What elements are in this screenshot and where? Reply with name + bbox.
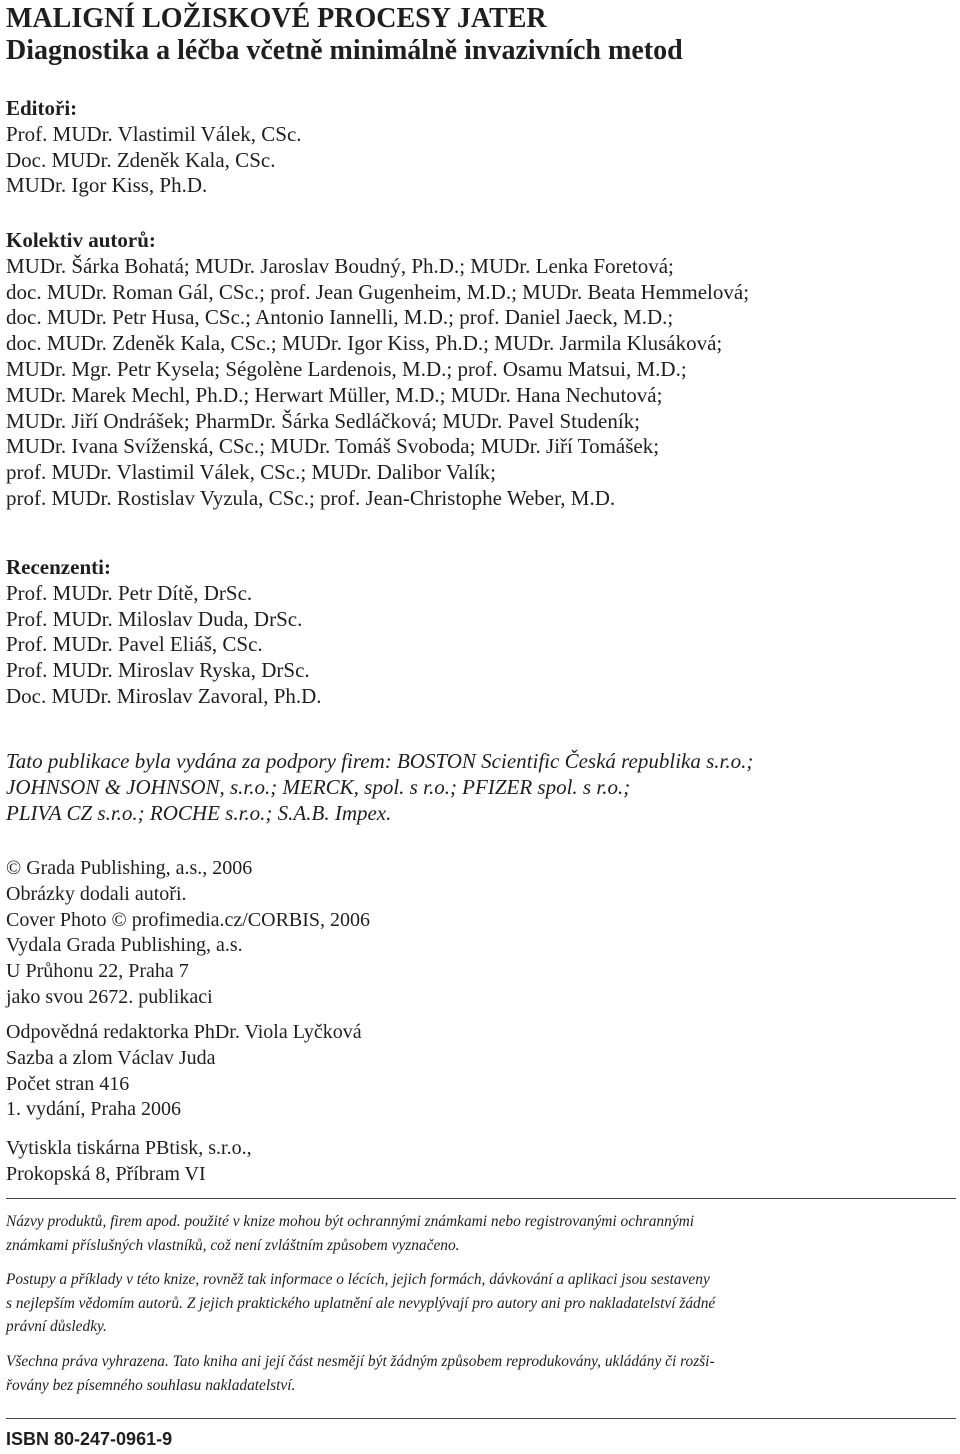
trademarks-line: známkami příslušných vlastníků, což není zvláštním způsobem vyznačeno. bbox=[6, 1236, 460, 1254]
reviewers-heading: Recenzenti: bbox=[6, 555, 111, 579]
author-line: MUDr. Mgr. Petr Kysela; Ségolène Lardenois, M.D.; prof. Osamu Matsui, M.D.; bbox=[6, 356, 687, 381]
trademarks-line: Názvy produktů, firem apod. použité v knize mohou být ochrannými známkami nebo registrovanými ochrannými bbox=[6, 1213, 695, 1230]
publishing-line: Obrázky dodali autoři. bbox=[6, 882, 187, 905]
publishing-line: Vydala Grada Publishing, a.s. bbox=[6, 934, 243, 957]
author-line: doc. MUDr. Zdeněk Kala, CSc.; MUDr. Igor Kiss, Ph.D.; MUDr. Jarmila Klusáková; bbox=[6, 331, 723, 356]
editors-heading: Editoři: bbox=[6, 96, 78, 120]
reviewers-section bbox=[6, 555, 322, 710]
editor-line: Prof. MUDr. Vlastimil Válek, CSc. bbox=[6, 121, 302, 146]
printer-line: Vytiskla tiskárna PBtisk, s.r.o., bbox=[6, 1137, 252, 1159]
book-subtitle: Diagnostika a léčba včetně minimálně invazivních metod bbox=[6, 35, 683, 66]
reviewer-line: Prof. MUDr. Petr Dítě, DrSc. bbox=[6, 580, 253, 605]
publishing-info bbox=[6, 856, 370, 1011]
authors-section bbox=[6, 228, 749, 512]
author-line: doc. MUDr. Roman Gál, CSc.; prof. Jean Gugenheim, M.D.; MUDr. Beata Hemmelová; bbox=[6, 279, 750, 304]
disclaimer-line: s nejlepším vědomím autorů. Z jejich praktického uplatnění ale nevyplývají pro autory ani pro nakladatelství žádné bbox=[6, 1294, 716, 1312]
publishing-line: Cover Photo © profimedia.cz/CORBIS, 2006 bbox=[6, 908, 371, 931]
editorial-line: Počet stran 416 bbox=[6, 1072, 130, 1095]
editorial-line: Sazba a zlom Václav Juda bbox=[6, 1046, 216, 1069]
disclaimer-line: Postupy a příklady v této knize, rovněž tak informace o lécích, jejich formách, dávkování a aplikaci jsou sestaveny bbox=[6, 1271, 710, 1288]
reviewer-line: Doc. MUDr. Miroslav Zavoral, Ph.D. bbox=[6, 683, 322, 708]
rights-note bbox=[6, 1350, 715, 1397]
sponsors-line: PLIVA CZ s.r.o.; ROCHE s.r.o.; S.A.B. Impex. bbox=[6, 800, 392, 825]
author-line: MUDr. Jiří Ondrášek; PharmDr. Šárka Sedláčková; MUDr. Pavel Studeník; bbox=[6, 408, 640, 433]
divider-rule bbox=[6, 1418, 956, 1419]
publishing-line: U Průhonu 22, Praha 7 bbox=[6, 960, 189, 983]
sponsors-note bbox=[6, 749, 753, 826]
rights-line: řovány bez písemného souhlasu nakladatelství. bbox=[6, 1376, 296, 1394]
trademarks-note bbox=[6, 1210, 694, 1257]
author-line: prof. MUDr. Rostislav Vyzula, CSc.; prof. Jean-Christophe Weber, M.D. bbox=[6, 485, 616, 510]
editor-line: Doc. MUDr. Zdeněk Kala, CSc. bbox=[6, 147, 276, 172]
sponsors-line: JOHNSON & JOHNSON, s.r.o.; MERCK, spol. s r.o.; PFIZER spol. s r.o.; bbox=[6, 774, 631, 799]
editor-line: MUDr. Igor Kiss, Ph.D. bbox=[6, 173, 208, 198]
author-line: MUDr. Marek Mechl, Ph.D.; Herwart Müller, M.D.; MUDr. Hana Nechutová; bbox=[6, 382, 663, 407]
rights-line: Všechna práva vyhrazena. Tato kniha ani její část nesmějí být žádným způsobem reprodukovány, ukládány či rozši- bbox=[6, 1353, 715, 1370]
divider-rule bbox=[6, 1198, 956, 1199]
authors-heading: Kolektiv autorů: bbox=[6, 228, 156, 252]
author-line: doc. MUDr. Petr Husa, CSc.; Antonio Iannelli, M.D.; prof. Daniel Jaeck, M.D.; bbox=[6, 305, 674, 330]
reviewer-line: Prof. MUDr. Pavel Eliáš, CSc. bbox=[6, 632, 263, 657]
editorial-info bbox=[6, 1020, 362, 1123]
publishing-line: jako svou 2672. publikaci bbox=[6, 985, 213, 1008]
reviewer-line: Prof. MUDr. Miloslav Duda, DrSc. bbox=[6, 606, 303, 631]
printer-line: Prokopská 8, Příbram VI bbox=[6, 1162, 206, 1185]
author-line: MUDr. Ivana Svíženská, CSc.; MUDr. Tomáš Svoboda; MUDr. Jiří Tomášek; bbox=[6, 434, 660, 459]
editorial-line: 1. vydání, Praha 2006 bbox=[6, 1098, 181, 1121]
disclaimer-line: právní důsledky. bbox=[6, 1318, 107, 1335]
isbn: ISBN 80-247-0961-9 bbox=[6, 1429, 173, 1449]
author-line: MUDr. Šárka Bohatá; MUDr. Jaroslav Boudný, Ph.D.; MUDr. Lenka Foretová; bbox=[6, 253, 674, 278]
printer-info bbox=[6, 1136, 252, 1188]
disclaimer-note bbox=[6, 1268, 715, 1339]
reviewer-line: Prof. MUDr. Miroslav Ryska, DrSc. bbox=[6, 658, 310, 683]
book-title: MALIGNÍ LOŽISKOVÉ PROCESY JATER bbox=[6, 3, 547, 34]
editors-section bbox=[6, 96, 302, 199]
sponsors-line: Tato publikace byla vydána za podpory firem: BOSTON Scientific Česká republika s.r.o.; bbox=[6, 749, 754, 773]
publishing-line: © Grada Publishing, a.s., 2006 bbox=[6, 857, 253, 879]
editorial-line: Odpovědná redaktorka PhDr. Viola Lyčková bbox=[6, 1021, 362, 1043]
author-line: prof. MUDr. Vlastimil Válek, CSc.; MUDr. Dalibor Valík; bbox=[6, 460, 496, 485]
